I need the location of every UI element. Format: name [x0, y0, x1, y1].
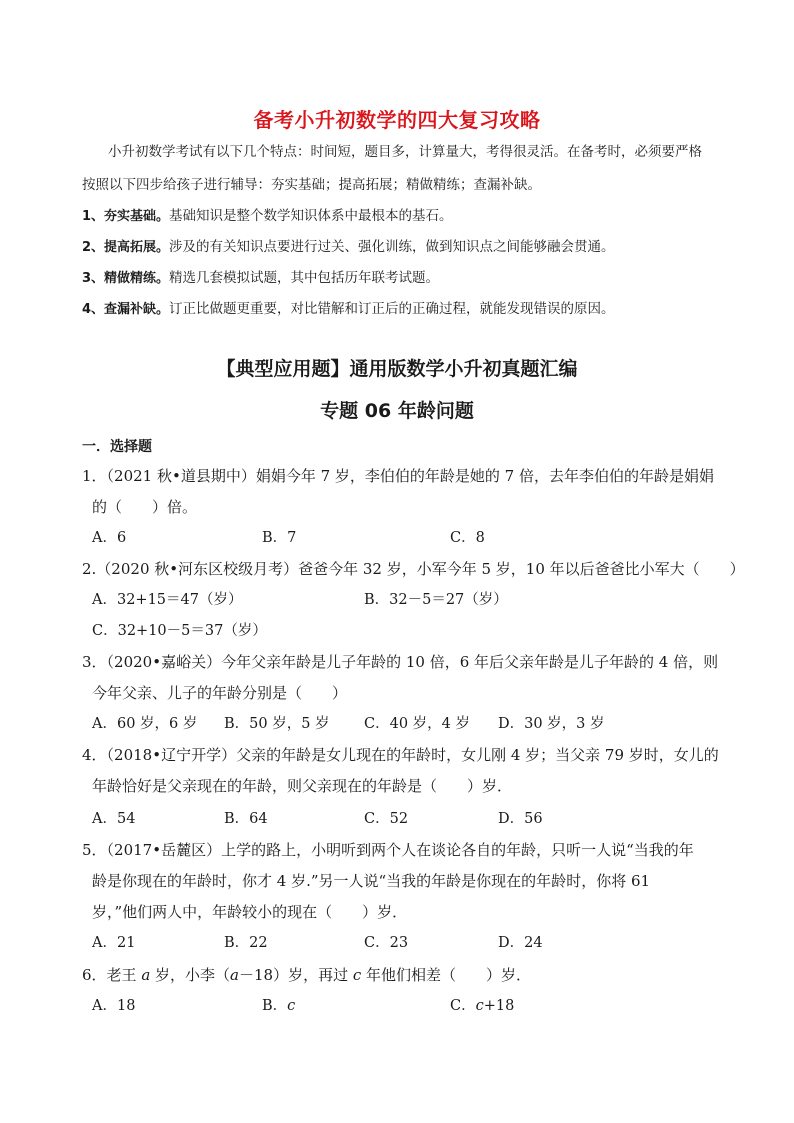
question-1-option-a: A．6	[92, 530, 127, 546]
question-6-option-c	[450, 995, 514, 1017]
question-3-option-c: C．40 岁，4 岁	[364, 716, 470, 732]
question-6-mid-1: 岁，小李（	[150, 966, 231, 984]
point-head: 2、提高拓展。	[82, 240, 170, 255]
question-5-line-1: 5．（2017•岳麓区）上学的路上，小明听到两个人在谈论各自的年龄，只听一人说“当我的年	[82, 841, 694, 859]
question-1-line-2: 的（ ）倍。	[92, 498, 198, 516]
question-2-line-1: 2.（2020 秋•河东区校级月考）爸爸今年 32 岁，小军今年 5 岁，10 年以后爸爸比小军大（ ）	[82, 560, 745, 578]
point-text: 订正比做题更重要，对比错解和订正后的正确过程，就能发现错误的原因。	[169, 301, 615, 317]
question-1-line-1: 1．（2021 秋•道县期中）娟娟今年 7 岁，李伯伯的年龄是她的 7 倍，去年李伯伯的年龄是娟娟	[82, 467, 714, 485]
question-3-line-2: 今年父亲、儿子的年龄分别是（ ）	[92, 684, 348, 702]
point-text: 涉及的有关知识点要进行过关、强化训练，做到知识点之间能够融会贯通。	[169, 239, 615, 255]
page-title: 备考小升初数学的四大复习攻略	[253, 108, 541, 132]
question-1-option-b: B．7	[262, 530, 297, 546]
question-4-option-c: C．52	[364, 811, 409, 827]
question-6-option-a: A．18	[92, 998, 136, 1014]
question-3-option-a: A．60 岁，6 岁	[92, 716, 198, 732]
part-heading: 一．选择题	[82, 439, 152, 455]
question-6-option-b	[262, 995, 295, 1017]
question-5-line-3: 岁，”他们两人中，年龄较小的现在（ ）岁．	[92, 903, 408, 921]
point-3	[82, 268, 439, 289]
question-6-prefix: 6．老王	[82, 966, 142, 984]
intro-line-2: 按照以下四步给孩子进行辅导：夯实基础；提高拓展；精做精练；查漏补缺。	[82, 177, 541, 193]
question-5-line-2: 龄是你现在的年龄时，你才 4 岁.”另一人说“当我的年龄是你现在的年龄时，你将 61	[92, 872, 651, 890]
variable-c: c	[287, 998, 296, 1014]
option-label: C．	[450, 998, 476, 1014]
question-5-option-c: C．23	[364, 935, 409, 951]
variable-a: a	[230, 966, 239, 984]
question-2-option-a: A．32+15＝47（岁）	[92, 592, 243, 608]
question-2-option-b: B．32－5＝27（岁）	[364, 592, 508, 608]
question-2-option-c: C．32+10－5＝37（岁）	[92, 623, 267, 639]
question-3-option-b: B．50 岁，5 岁	[224, 716, 330, 732]
option-suffix: +18	[483, 998, 515, 1014]
question-6-mid-2: －18）岁，再过	[239, 966, 353, 984]
question-5-option-a: A．21	[92, 935, 136, 951]
point-1	[82, 206, 453, 227]
question-3-line-1: 3．（2020•嘉峪关）今年父亲年龄是儿子年龄的 10 倍，6 年后父亲年龄是儿子年龄的 4 倍，则	[82, 653, 719, 671]
option-label: B．	[262, 998, 288, 1014]
section-title: 【典型应用题】通用版数学小升初真题汇编	[216, 358, 578, 380]
question-6-line-1	[82, 964, 531, 986]
variable-c: c	[352, 966, 362, 984]
question-4-line-2: 年龄恰好是父亲现在的年龄，则父亲现在的年龄是（ ）岁．	[92, 777, 513, 795]
question-5-option-b: B．22	[224, 935, 268, 951]
point-head: 3、精做精练。	[82, 271, 170, 286]
question-5-option-d: D．24	[498, 935, 543, 951]
point-text: 基础知识是整个数学知识体系中最根本的基石。	[169, 208, 453, 224]
question-6-end: 年他们相差（ ）岁．	[361, 966, 532, 984]
question-4-option-b: B．64	[224, 811, 268, 827]
point-4	[82, 299, 615, 320]
question-4-line-1: 4．（2018•辽宁开学）父亲的年龄是女儿现在的年龄时，女儿刚 4 岁；当父亲 79 岁时，女儿的	[82, 746, 719, 764]
question-4-option-d: D．56	[498, 811, 543, 827]
topic-title: 专题 06 年龄问题	[320, 400, 474, 422]
point-2	[82, 237, 615, 258]
point-text: 精选几套模拟试题，其中包括历年联考试题。	[169, 270, 440, 286]
point-head: 1、夯实基础。	[82, 209, 170, 224]
question-4-option-a: A．54	[92, 811, 136, 827]
question-1-option-c: C．8	[450, 530, 485, 546]
variable-a: a	[141, 966, 151, 984]
point-head: 4、查漏补缺。	[82, 302, 170, 317]
question-3-option-d: D．30 岁，3 岁	[498, 716, 605, 732]
variable-c: c	[475, 998, 484, 1014]
intro-line-1: 小升初数学考试有以下几个特点：时间短，题目多，计算量大，考得很灵活。在备考时，必须要严格	[108, 144, 702, 160]
